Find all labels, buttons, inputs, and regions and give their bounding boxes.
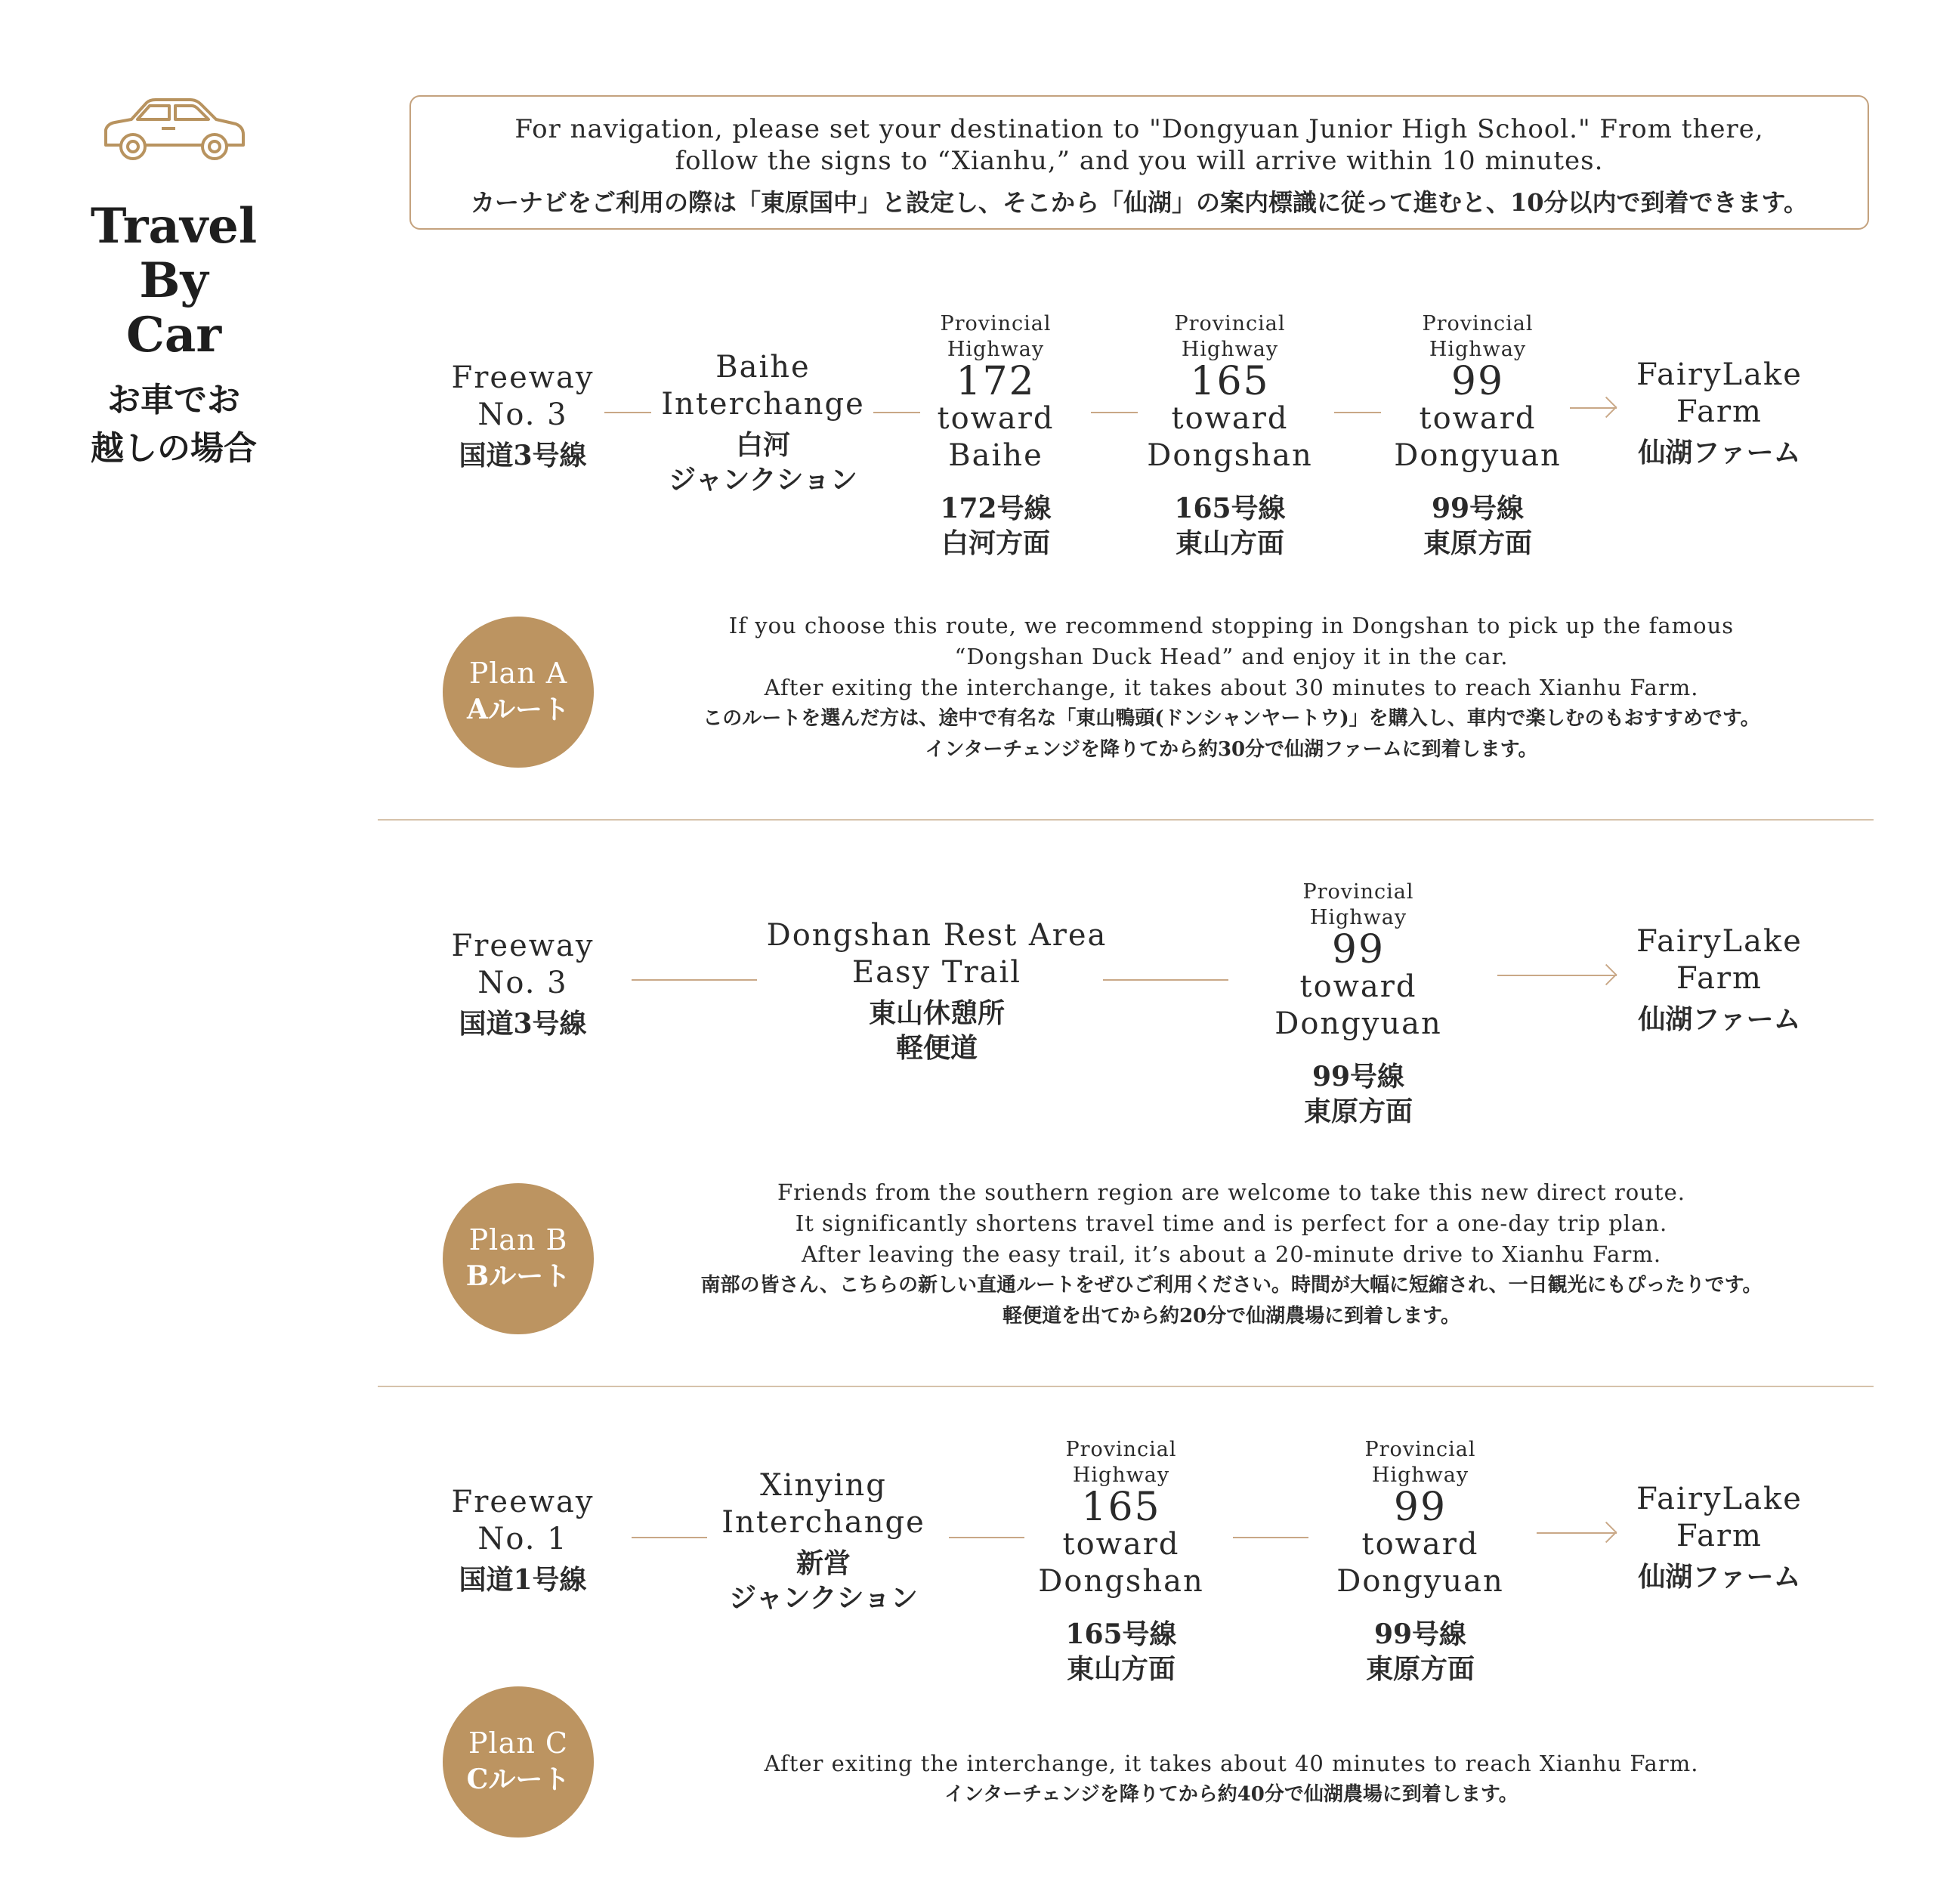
route-a-highway-99: Provincial Highway 99 toward Dongyuan 99号線 東原方面: [1394, 312, 1562, 559]
route-c-interchange: Xinying Interchange 新営 ジャンクション: [721, 1468, 925, 1614]
page-subtitle: お車でお 越しの場合: [91, 381, 257, 468]
route-b-freeway: Freeway No. 3 国道3号線: [451, 929, 595, 1040]
route-arrow: [1537, 1532, 1617, 1534]
route-arrow: [1570, 407, 1617, 409]
route-connector: [604, 412, 651, 413]
route-connector: [632, 1537, 707, 1538]
navigation-notice: [409, 95, 1869, 230]
route-a-freeway: Freeway No. 3 国道3号線: [451, 360, 595, 471]
route-a-highway-165: Provincial Highway 165 toward Dongshan 165号線 東山方面: [1147, 312, 1313, 559]
route-connector: [873, 412, 920, 413]
page-title: Travel By Car: [90, 198, 258, 363]
plan-c-badge: Plan C Cルート: [443, 1686, 594, 1838]
notice-ja: カーナビをご利用の際は「東原国中」と設定し、そこから「仙湖」の案内標識に従って進むと、10分以内で到着できます。: [471, 188, 1808, 217]
route-c-destination: FairyLake Farm 仙湖ファーム: [1636, 1482, 1803, 1593]
divider: [378, 1386, 1874, 1387]
notice-en-line1: For navigation, please set your destination to "Dongyuan Junior High School." From there,: [514, 114, 1764, 144]
route-c-freeway: Freeway No. 1 国道1号線: [451, 1485, 595, 1596]
plan-b-badge: Plan B Bルート: [443, 1183, 594, 1334]
route-a-destination: FairyLake Farm 仙湖ファーム: [1636, 357, 1803, 468]
plan-a-description: If you choose this route, we recommend stopping in Dongshan to pick up the famous “Dongshan Duck Head” and enjoy it in the car. After exiting the interchange, it takes about 30 minutes to reach Xianhu Farm. このルートを選んだ方は、途中で有名な「東山鴨頭(ドンシャンヤートウ)」を購入し、車内で楽しむのもおすすめです。 インターチェンジを降りてから約30分で仙湖ファームに到着します。: [703, 613, 1760, 761]
plan-c-description: After exiting the interchange, it takes about 40 minutes to reach Xianhu Farm. インターチェンジを降りてから約40分で仙湖農場に到着します。: [764, 1751, 1699, 1806]
route-b-highway-99: Provincial Highway 99 toward Dongyuan 99号線 東原方面: [1274, 880, 1442, 1127]
route-c-highway-165: Provincial Highway 165 toward Dongshan 165号線 東山方面: [1038, 1438, 1204, 1685]
route-b-rest-area: Dongshan Rest Area Easy Trail 東山休憩所 軽便道: [766, 918, 1108, 1064]
plan-b-description: Friends from the southern region are welcome to take this new direct route. It significantly shortens travel time and is perfect for a one-day trip plan. After leaving the easy trail, it’s about a 20-minute drive to Xianhu Farm. 南部の皆さん、こちらの新しい直通ルートをぜひご利用ください。時間が大幅に短縮され、一日観光にもぴったりです。 軽便道を出てから約20分で仙湖農場に到着します。: [700, 1179, 1763, 1328]
sidebar: [0, 91, 348, 473]
car-icon: [98, 91, 249, 166]
route-a-interchange: Baihe Interchange 白河 ジャンクション: [661, 350, 865, 496]
route-c-highway-99: Provincial Highway 99 toward Dongyuan 99号線 東原方面: [1336, 1438, 1504, 1685]
route-connector: [949, 1537, 1024, 1538]
route-a-highway-172: Provincial Highway 172 toward Baihe 172号線 白河方面: [937, 312, 1055, 559]
divider: [378, 819, 1874, 821]
route-connector: [632, 979, 757, 981]
route-connector: [1334, 412, 1381, 413]
route-connector: [1103, 979, 1228, 981]
route-arrow: [1497, 975, 1617, 976]
route-b-destination: FairyLake Farm 仙湖ファーム: [1636, 924, 1803, 1035]
notice-en-line2: follow the signs to “Xianhu,” and you will arrive within 10 minutes.: [675, 146, 1604, 176]
plan-a-badge: Plan A Aルート: [443, 617, 594, 768]
route-connector: [1091, 412, 1138, 413]
route-connector: [1233, 1537, 1308, 1538]
